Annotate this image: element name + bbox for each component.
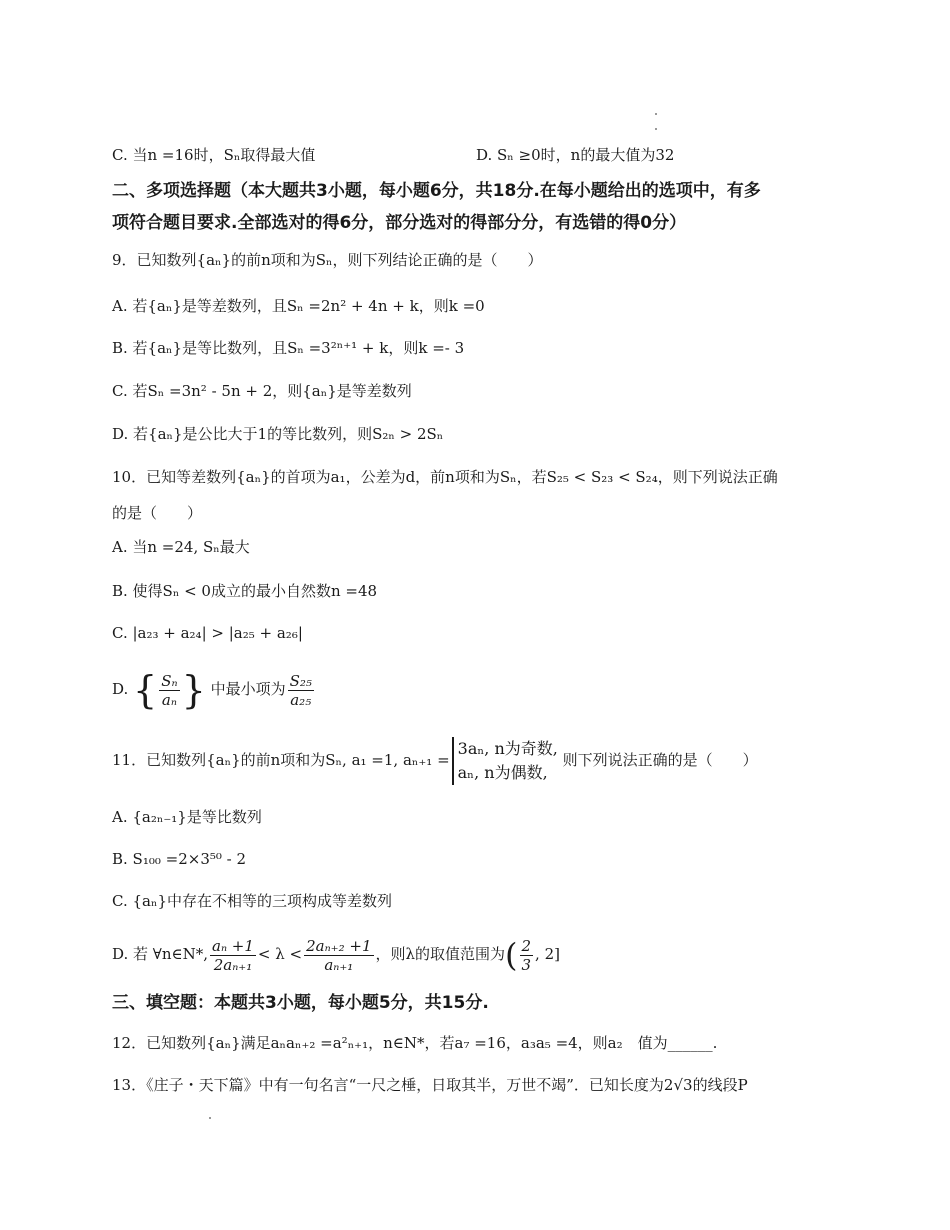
fraction-denominator: a₂₅	[290, 690, 312, 709]
q13-text: 13．《庄子・天下篇》中有一句名言“一尺之棰，日取其半，万世不竭”．已知长度为2√3的线段P	[112, 1076, 748, 1094]
q9-option-a: A. 若{aₙ}是等差数列，且Sₙ =2n² + 4n + k，则k =0	[112, 297, 485, 315]
q11-d-c: , 2]	[535, 945, 560, 963]
q9-option-b: B. 若{aₙ}是等比数列，且Sₙ =3²ⁿ⁺¹ + k，则k =- 3	[112, 339, 465, 357]
brace-close: }	[181, 668, 206, 712]
q10-d-fraction	[159, 672, 179, 709]
q11-d-fraction-2	[304, 937, 373, 974]
q9-option-c: C. 若Sₙ =3n² - 5n + 2，则{aₙ}是等差数列	[112, 382, 412, 400]
q11-stem-b: 则下列说法正确的是（ ）	[562, 751, 758, 769]
paren-open: (	[505, 936, 518, 974]
speck	[655, 128, 657, 130]
q12-text: 12．已知数列{aₙ}满足aₙaₙ₊₂ =a²ₙ₊₁，n∈N*，若a₇ =16，a₃a₅ =4，则a₂ 值为______.	[112, 1034, 718, 1052]
q11-piecewise	[452, 737, 558, 785]
fraction-numerator: S₂₅	[289, 671, 312, 690]
q11-case-2: aₙ, n为偶数,	[457, 763, 548, 782]
speck	[209, 1117, 211, 1119]
q11-d-b: ，则λ的取值范围为	[375, 945, 506, 963]
q10-d-prefix: D.	[112, 680, 129, 698]
q9-option-d: D. 若{aₙ}是公比大于1的等比数列，则S₂ₙ > 2Sₙ	[112, 425, 444, 443]
q11-d-lt: < λ <	[257, 945, 303, 963]
q8-option-d: D. Sₙ ≥0时，n的最大值为32	[476, 146, 675, 164]
q8-option-c: C. 当n =16时，Sₙ取得最大值	[112, 146, 316, 164]
section-2-heading-line2: 项符合题目要求.全部选对的得6分，部分选对的得部分分，有选错的得0分）	[112, 213, 687, 233]
fraction-numerator: 2aₙ₊₂ +1	[306, 936, 372, 955]
q11-d-fraction-1	[210, 937, 256, 974]
fraction-denominator: 3	[521, 955, 532, 974]
section-3-heading: 三、填空题：本题共3小题，每小题5分，共15分.	[112, 993, 489, 1013]
q11-option-c: C. {aₙ}中存在不相等的三项构成等差数列	[112, 892, 392, 910]
q11-stem-a: 11．已知数列{aₙ}的前n项和为Sₙ, a₁ =1, aₙ₊₁ =	[112, 751, 450, 769]
q11-option-a: A. {a₂ₙ₋₁}是等比数列	[112, 808, 262, 826]
q10-d-mid: 中最小项为	[210, 680, 286, 698]
q10-option-d	[112, 664, 316, 715]
q11-d-a: D. 若 ∀n∈N*,	[112, 945, 209, 963]
q11-stem	[112, 730, 758, 790]
q10-stem-line1: 10．已知等差数列{aₙ}的首项为a₁，公差为d，前n项和为Sₙ，若S₂₅ < S₂₃ < S₂₄，则下列说法正确	[112, 468, 778, 486]
q10-stem-line2: 的是（ ）	[112, 504, 203, 522]
section-2-heading-line1: 二、多项选择题（本大题共3小题，每小题6分，共18分.在每小题给出的选项中，有多	[112, 181, 761, 201]
fraction-numerator: 2	[521, 936, 532, 955]
fraction-denominator: 2aₙ₊₁	[213, 955, 253, 974]
fraction-numerator: aₙ +1	[212, 936, 254, 955]
fraction-denominator: aₙ	[161, 690, 177, 709]
q10-option-b: B. 使得Sₙ < 0成立的最小自然数n =48	[112, 582, 378, 600]
q11-case-1: 3aₙ, n为奇数,	[457, 739, 558, 758]
speck	[655, 113, 657, 115]
q11-option-b: B. S₁₀₀ =2×3⁵⁰ - 2	[112, 850, 247, 868]
q11-option-d	[112, 926, 560, 983]
brace-open: {	[133, 668, 158, 712]
fraction-numerator: Sₙ	[161, 671, 178, 690]
q10-option-c: C. |a₂₃ + a₂₄| > |a₂₅ + a₂₆|	[112, 624, 303, 642]
fraction-denominator: aₙ₊₁	[324, 955, 354, 974]
q10-option-a: A. 当n =24, Sₙ最大	[112, 538, 250, 556]
q11-d-fraction-3	[520, 937, 534, 974]
q10-d-fraction-2	[288, 672, 314, 709]
q9-stem: 9．已知数列{aₙ}的前n项和为Sₙ，则下列结论正确的是（ ）	[112, 251, 543, 269]
